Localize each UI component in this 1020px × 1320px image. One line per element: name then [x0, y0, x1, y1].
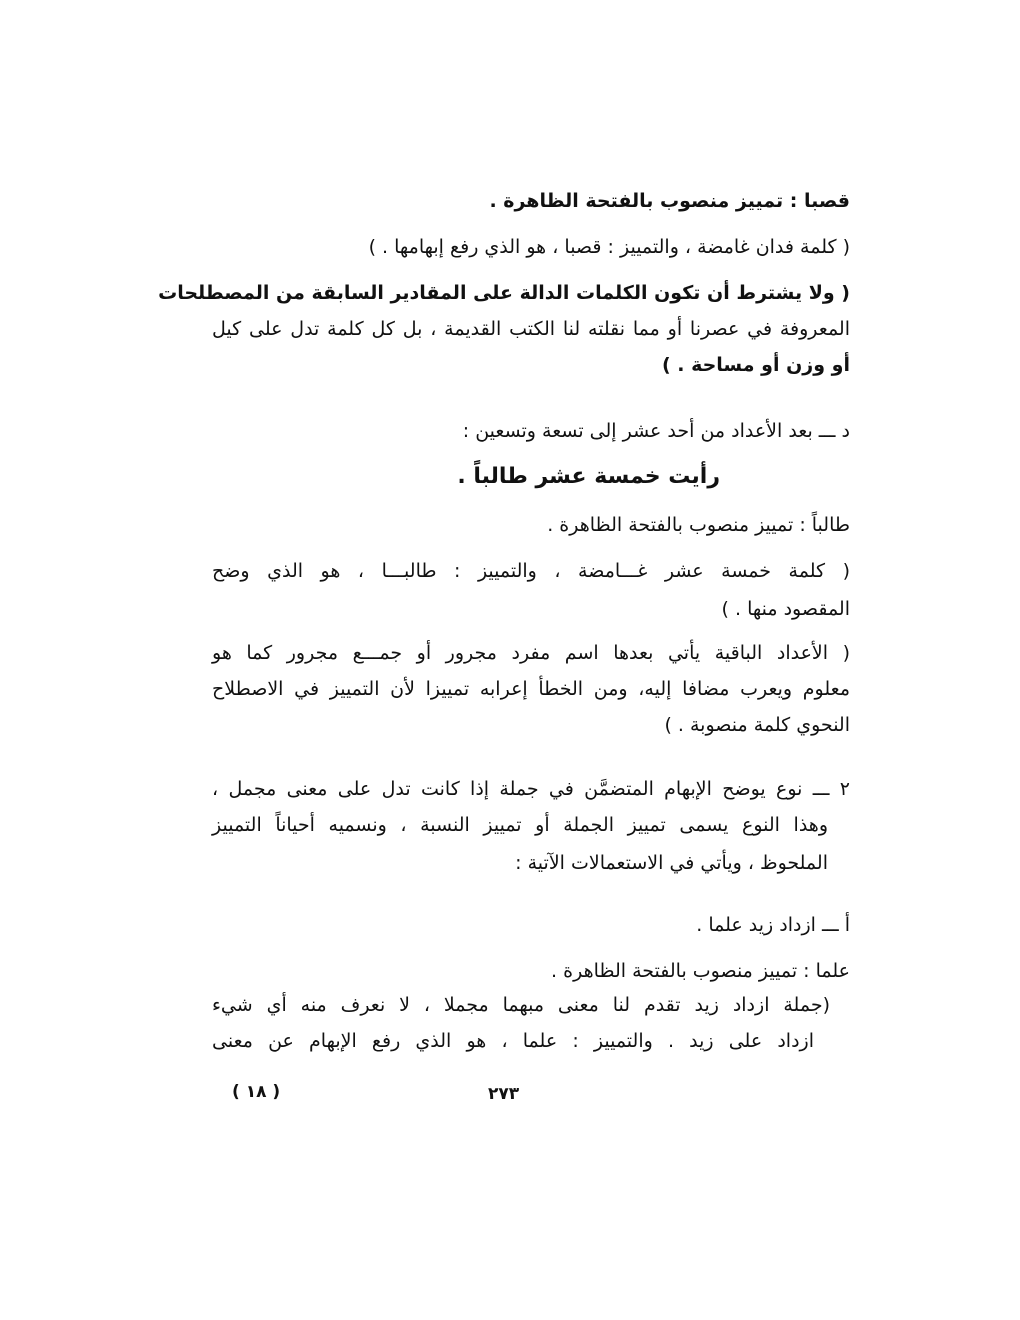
text-line-ilman-parse: علما : تمييز منصوب بالفتحة الظاهرة . — [551, 960, 850, 982]
text-line-type2-2: وهذا النوع يسمى تمييز الجملة أو تمييز النسبة ، ونسميه أحياناً التمييز — [212, 814, 828, 836]
text-line-condition-2: المعروفة في عصرنا أو مما نقلته لنا الكتب القديمة ، بل كل كلمة تدل على كيل — [212, 318, 850, 340]
example-sentence-khamsata-ashar: رأيت خمسة عشر طالباً . — [457, 464, 720, 489]
text-line-khamsata-note-1: ( كلمة خمسة عشر غـــامضة ، والتمييز : طالبـــا ، هو الذي وضح — [212, 560, 850, 582]
text-line-type2-1: ٢ ـــ نوع يوضح الإبهام المتضمَّن في جملة إذا كانت تدل على معنى مجمل ، — [212, 778, 850, 800]
text-line-numbers-note-3: النحوي كلمة منصوبة . ) — [664, 714, 850, 736]
example-sentence-izdada-zaid: أ ـــ ازداد زيد علما . — [696, 914, 850, 936]
text-line-numbers-note-2: معلوم ويعرب مضافا إليه، ومن الخطأ إعرابه تمييزا لأن التمييز في الاصطلاح — [212, 678, 850, 700]
text-line-qasaban-parse: قصبا : تمييز منصوب بالفتحة الظاهرة . — [489, 190, 850, 212]
page-number: ٢٧٣ — [488, 1084, 520, 1104]
text-line-type2-3: الملحوظ ، ويأتي في الاستعمالات الآتية : — [515, 852, 828, 874]
text-line-taliban-parse: طالباً : تمييز منصوب بالفتحة الظاهرة . — [547, 514, 850, 536]
text-line-condition-3: أو وزن أو مساحة . ) — [661, 354, 850, 376]
signature-mark: ( ١٨ ) — [232, 1082, 281, 1102]
text-line-condition-1: ( ولا يشترط أن تكون الكلمات الدالة على المقادير السابقة من المصطلحات — [158, 282, 850, 304]
text-line-izdada-note-1: (جملة ازداد زيد تقدم لنا معنى مبهما مجملا ، لا نعرف منه أي شيء — [212, 994, 830, 1016]
text-line-numbers-note-1: ( الأعداد الباقية يأتي بعدها اسم مفرد مجرور أو جمـــع مجرور كما هو — [212, 642, 850, 664]
text-line-khamsata-note-2: المقصود منها . ) — [721, 598, 850, 620]
section-heading-dal: د ـــ بعد الأعداد من أحد عشر إلى تسعة وتسعين : — [462, 420, 850, 442]
text-line-izdada-note-2: ازداد على زيد . والتمييز : علما ، هو الذي رفع الإبهام عن معنى — [212, 1030, 814, 1052]
text-line-faddan-note: ( كلمة فدان غامضة ، والتمييز : قصبا ، هو الذي رفع إبهامها . ) — [368, 236, 850, 258]
